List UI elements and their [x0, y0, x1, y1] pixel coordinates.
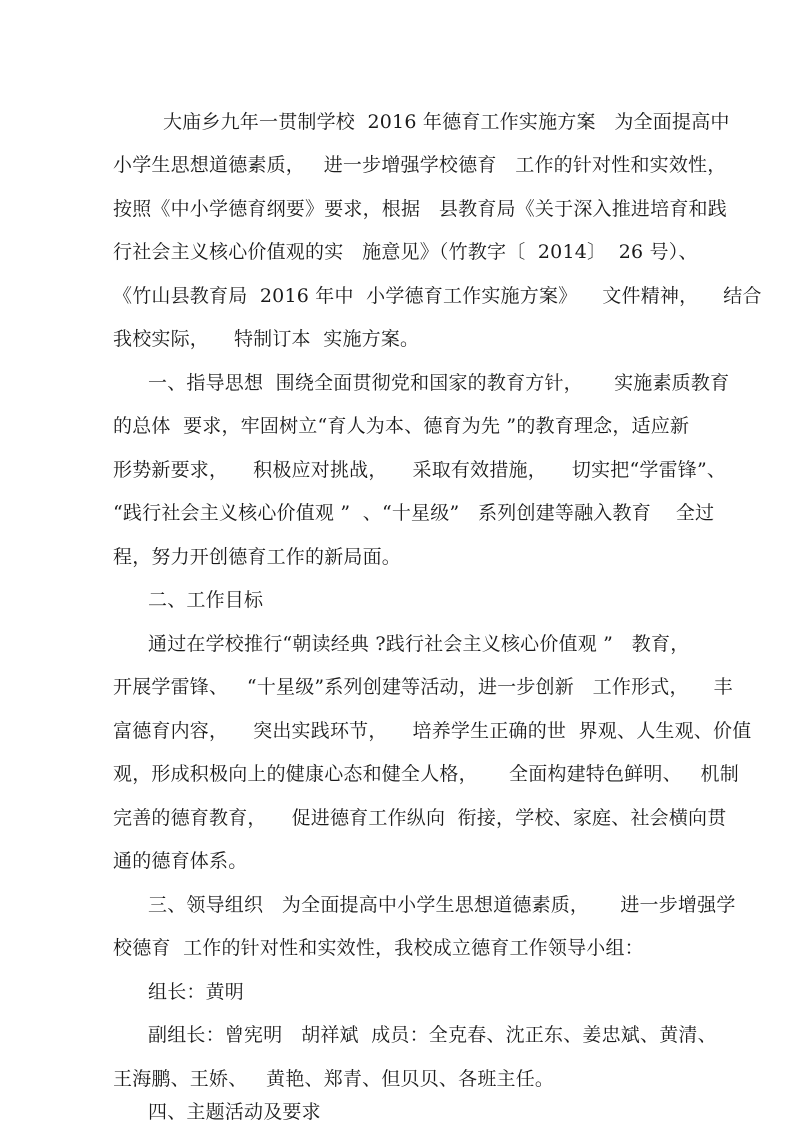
text-line: 开展学雷锋、 “十星级”系列创建等活动，进一步创新 工作形式， 丰: [113, 676, 733, 698]
text-line: 程，努力开创德育工作的新局面。: [113, 546, 402, 568]
text-line: 《竹山县教育局 2016 年中 小学德育工作实施方案》 文件精神， 结合: [113, 285, 762, 307]
text-line: 完善的德育教育， 促进德育工作纵向 衔接，学校、家庭、社会横向贯: [113, 807, 727, 829]
text-line: 行社会主义核心价值观的实 施意见》（竹教字〔 2014〕 26 号）、: [113, 241, 698, 263]
text-line: 形势新要求， 积极应对挑战， 采取有效措施， 切实把“学雷锋”、: [113, 459, 727, 481]
text-line: 小学生思想道德素质， 进一步增强学校德育 工作的针对性和实效性，: [113, 154, 727, 176]
text-line: 富德育内容， 突出实践环节， 培养学生正确的世 界观、人生观、价值: [113, 720, 752, 742]
text-line: 按照《中小学德育纲要》要求，根据 县教育局《关于深入推进培育和践: [113, 198, 727, 220]
text-line: 校德育 工作的针对性和实效性，我校成立德育工作领导小组：: [113, 937, 644, 959]
text-line: 大庙乡九年一贯制学校 2016 年德育工作实施方案 为全面提高中: [163, 111, 730, 133]
text-line-members: 王海鹏、王娇、 黄艳、郑青、但贝贝、各班主任。: [113, 1068, 555, 1090]
text-line-group-leader: 组长：黄明: [148, 981, 245, 1003]
section-heading-guiding-thought: 一、指导思想 围绕全面贯彻党和国家的教育方针， 实施素质教育: [148, 372, 730, 394]
text-line: 的总体 要求，牢固树立“育人为本、德育为先 ”的教育理念，适应新: [113, 415, 690, 437]
text-line-members: 副组长：曾宪明 胡祥斌 成员：全克春、沈正东、姜忠斌、黄清、: [148, 1024, 717, 1046]
text-line: 我校实际， 特制订本 实施方案。: [113, 328, 420, 350]
section-heading-leadership: 三、领导组织 为全面提高中小学生思想道德素质， 进一步增强学: [148, 894, 736, 916]
text-line: 观，形成积极向上的健康心态和健全人格， 全面构建特色鲜明、 机制: [113, 763, 739, 785]
text-line: 通过在学校推行“朝读经典 ?践行社会主义核心价值观 ” 教育，: [148, 633, 690, 655]
text-line: “践行社会主义核心价值观 ” 、“十星级” 系列创建等融入教育 全过: [113, 502, 715, 524]
section-heading-work-goals: 二、工作目标: [148, 589, 264, 611]
section-heading-activities: 四、主题活动及要求: [148, 1101, 321, 1123]
text-line: 通的德育体系。: [113, 850, 248, 872]
